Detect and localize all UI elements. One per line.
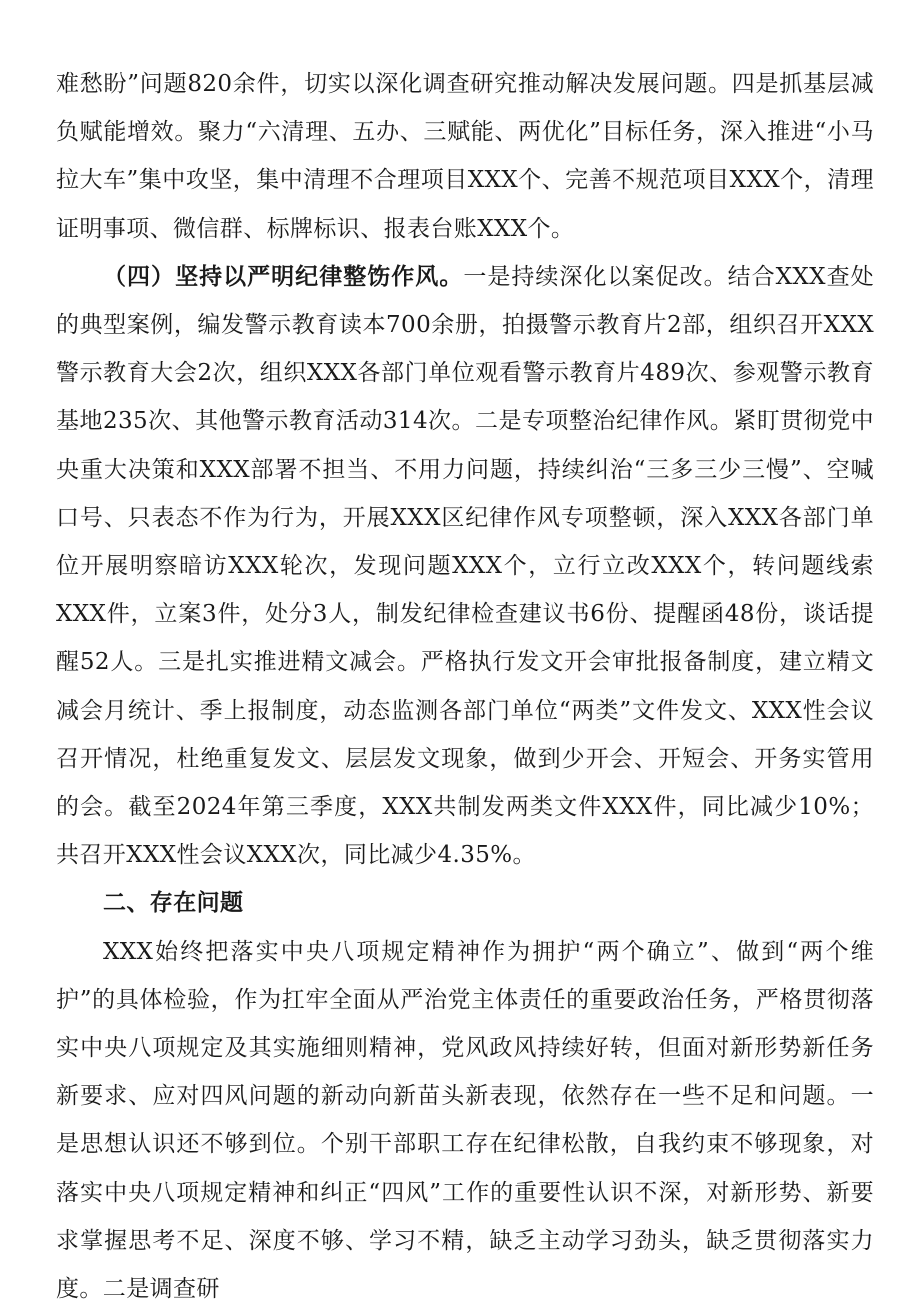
paragraph-problems: XXX始终把落实中央八项规定精神作为拥护“两个确立”、做到“两个维护”的具体检验，作为扛牢全面从严治党主体责任的重要政治任务，严格贯彻落实中央八项规定及其实施细则精神，党风政风持续好转，但面对新形势新任务新要求、应对四风问题的新动向新苗头新表现，依然存在一些不足和问题。一是思想认识还不够到位。个别干部职工存在纪律松散，自我约束不够现象，对落实中央八项规定精神和纠正“四风”工作的重要性认识不深，对新形势、新要求掌握思考不足、深度不够、学习不精，缺乏主动学习劲头，缺乏贯彻落实力度。二是调查研	[56, 938, 874, 1303]
paragraph-continuation: 难愁盼”问题820余件，切实以深化调查研究推动解决发展问题。四是抓基层减负赋能增效。聚力“六清理、五办、三赋能、两优化”目标任务，深入推进“小马拉大车”集中攻坚，集中清理不合理项目XXX个、完善不规范项目XXX个，清理证明事项、微信群、标牌标识、报表台账XXX个。	[56, 71, 874, 242]
section-heading-problems: 二、存在问题	[103, 889, 244, 917]
section-four-body: 一是持续深化以案促改。结合XXX查处的典型案例，编发警示教育读本700余册，拍摄警示教育片2部，组织召开XXX警示教育大会2次，组织XXX各部门单位观看警示教育片489次、参观警示教育基地235次、其他警示教育活动314次。二是专项整治纪律作风。紧盯贯彻党中央重大决策和XXX部署不担当、不用力问题，持续纠治“三多三少三慢”、空喊口号、只表态不作为行为，开展XXX区纪律作风专项整顿，深入XXX各部门单位开展明察暗访XXX轮次，发现问题XXX个，立行立改XXX个，转问题线索XXX件，立案3件，处分3人，制发纪律检查建议书6份、提醒函48份，谈话提醒52人。三是扎实推进精文减会。严格执行发文开会审批报备制度，建立精文减会月统计、季上报制度，动态监测各部门单位“两类”文件发文、XXX性会议召开情况，杜绝重复发文、层层发文现象，做到少开会、开短会、开务实管用的会。截至2024年第三季度，XXX共制发两类文件XXX件，同比减少10%；共召开XXX性会议XXX次，同比减少4.35%。	[56, 263, 875, 869]
document-body	[56, 60, 874, 1313]
section-four-heading: （四）坚持以严明纪律整饬作风。	[103, 262, 464, 290]
paragraph-section-four	[56, 253, 874, 880]
